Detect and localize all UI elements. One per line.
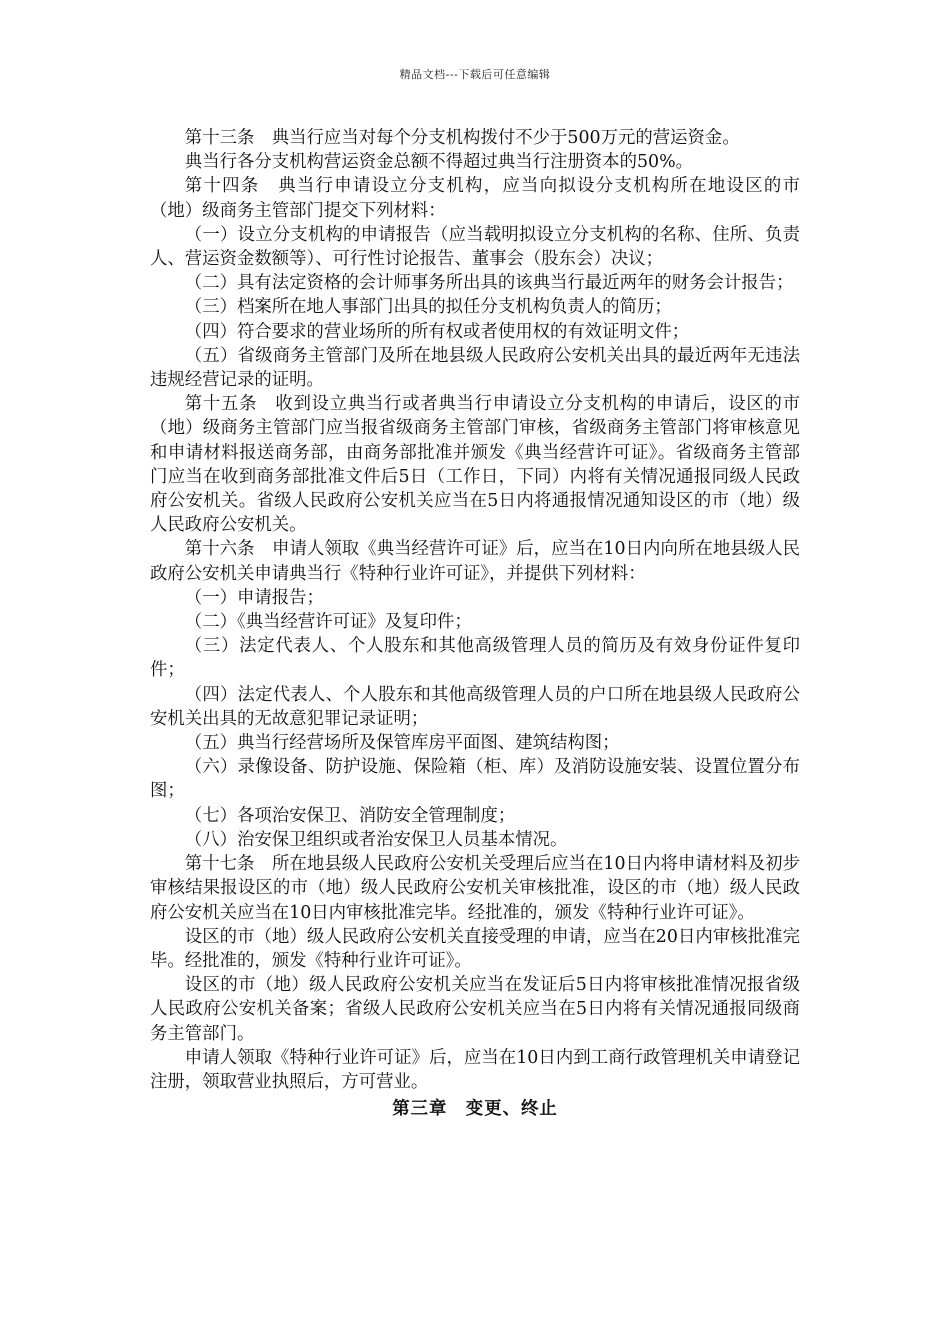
- article-14-paragraph: 第十四条 典当行申请设立分支机构，应当向拟设分支机构所在地设区的市（地）级商务主管部门提交下列材料：: [150, 176, 800, 221]
- article-16-item-5: （五）典当行经营场所及保管库房平面图、建筑结构图；: [184, 733, 620, 754]
- article-17-paragraph: 第十七条 所在地县级人民政府公安机关受理后应当在10日内将申请材料及初步审核结果报设区的市（地）级人民政府公安机关审核批准，设区的市（地）级人民政府公安机关应当在10日内审核批准完毕。经批准的，颁发《特种行业许可证》。: [150, 854, 800, 923]
- document-body: [150, 126, 800, 1121]
- article-16-item-7: （七）各项治安保卫、消防安全管理制度；: [184, 805, 516, 826]
- page-header: 精品文档---下载后可任意编辑: [399, 68, 551, 81]
- article-15-paragraph: 第十五条 收到设立典当行或者典当行申请设立分支机构的申请后，设区的市（地）级商务主管部门应当报省级商务主管部门审核，省级商务主管部门将审核意见和申请材料报送商务部，由商务部批准并颁发《典当经营许可证》。省级商务主管部门应当在收到商务部批准文件后5日（工作日，下同）内将有关情况通报同级人民政府公安机关。省级人民政府公安机关应当在5日内将通报情况通知设区的市（地）级人民政府公安机关。: [150, 394, 800, 536]
- article-14-item-3: （三）档案所在地人事部门出具的拟任分支机构负责人的简历；: [184, 297, 672, 318]
- article-16-item-2: （二）《典当经营许可证》及复印件；: [184, 612, 472, 633]
- article-16-item-6: （六）录像设备、防护设施、保险箱（柜、库）及消防设施安装、设置位置分布图；: [150, 757, 800, 802]
- article-13-paragraph: 第十三条 典当行应当对每个分支机构拨付不少于500万元的营运资金。: [184, 128, 740, 148]
- article-16-item-4: （四）法定代表人、个人股东和其他高级管理人员的户口所在地县级人民政府公安机关出具的无故意犯罪记录证明；: [150, 684, 800, 729]
- chapter-title: 第三章 变更、终止: [392, 1099, 558, 1120]
- article-14-item-5: （五）省级商务主管部门及所在地县级人民政府公安机关出具的最近两年无违法违规经营记录的证明。: [150, 345, 800, 391]
- article-17-continuation-3: 申请人领取《特种行业许可证》后，应当在10日内到工商行政管理机关申请登记注册，领取营业执照后，方可营业。: [150, 1047, 800, 1092]
- article-16-item-8: （八）治安保卫组织或者治安保卫人员基本情况。: [184, 829, 568, 850]
- article-14-item-2: （二）具有法定资格的会计师事务所出具的该典当行最近两年的财务会计报告；: [184, 273, 794, 294]
- article-16-item-1: （一）申请报告；: [184, 587, 324, 608]
- article-13-continuation: 典当行各分支机构营运资金总额不得超过典当行注册资本的50%。: [184, 152, 694, 173]
- article-17-continuation-1: 设区的市（地）级人民政府公安机关直接受理的申请，应当在20日内审核批准完毕。经批准的，颁发《特种行业许可证》。: [150, 926, 800, 971]
- article-16-item-3: （三）法定代表人、个人股东和其他高级管理人员的简历及有效身份证件复印件；: [150, 636, 800, 681]
- article-16-paragraph: 第十六条 申请人领取《典当经营许可证》后，应当在10日内向所在地县级人民政府公安机关申请典当行《特种行业许可证》，并提供下列材料：: [150, 539, 800, 584]
- article-17-continuation-2: 设区的市（地）级人民政府公安机关应当在发证后5日内将审核批准情况报省级人民政府公安机关备案；省级人民政府公安机关应当在5日内将有关情况通报同级商务主管部门。: [150, 975, 800, 1044]
- article-14-item-4: （四）符合要求的营业场所的所有权或者使用权的有效证明文件；: [184, 321, 690, 342]
- article-14-item-1: （一）设立分支机构的申请报告（应当载明拟设立分支机构的名称、住所、负责人、营运资金数额等）、可行性讨论报告、董事会（股东会）决议；: [150, 224, 800, 270]
